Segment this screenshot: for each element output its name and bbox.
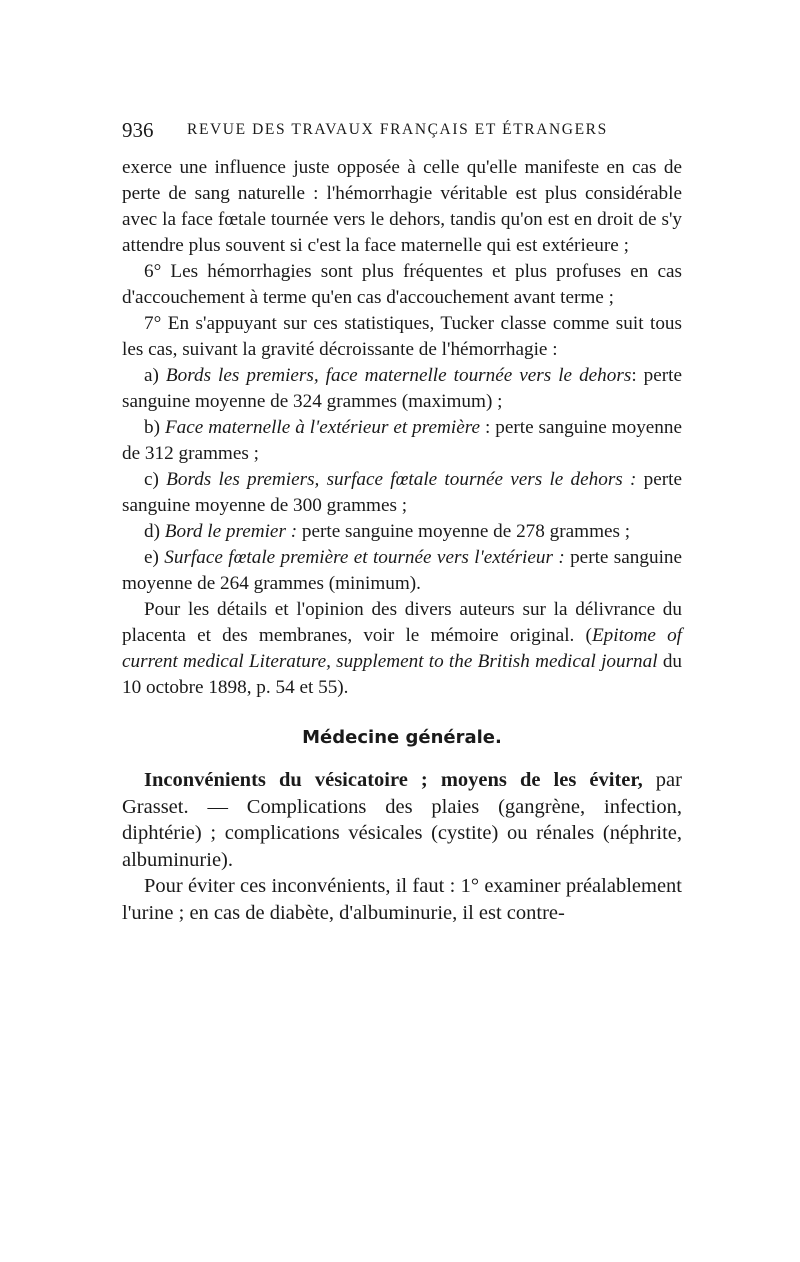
body-text: [122, 155, 682, 926]
paragraph-continuation: exerce une influence juste opposée à celle qu'elle manifeste en cas de perte de sang naturelle : l'hémorrhagie véritable est plus considérable avec la face fœtale tournée vers le dehors, tandis qu'on est en droit de s'y attendre plus souvent si c'est la face maternelle qui est extérieure ;: [122, 157, 682, 256]
list-marker: d): [144, 521, 160, 542]
details-text: Pour les détails et l'opinion des divers auteurs sur la délivrance du placenta et des membranes, voir le mémoire original. (: [122, 599, 682, 646]
page-header: [122, 118, 692, 148]
page-number: 936: [122, 118, 154, 142]
section-heading: Médecine générale.: [302, 727, 502, 748]
details-text-end: du 10 octobre 1898, p. 54 et 55).: [122, 651, 683, 698]
list-item-title: Bord le premier :: [164, 521, 298, 542]
list-marker: c): [144, 469, 159, 490]
list-item-text: perte sanguine moyenne de 278 grammes ;: [297, 521, 631, 542]
running-title: REVUE DES TRAVAUX FRANÇAIS ET ÉTRANGERS: [187, 121, 608, 138]
list-marker: b): [144, 417, 160, 438]
list-item-d: [122, 519, 682, 545]
citation: Epitome of current medical Literature, supplement to the British medical journal: [122, 625, 682, 672]
list-item-title: Surface fœtale première et tournée vers l'extérieur :: [164, 547, 565, 568]
list-item-text: perte sanguine moyenne de 264 grammes (minimum).: [122, 547, 683, 594]
paragraph-item-6: 6° Les hémorrhagies sont plus fréquentes et plus profuses en cas d'accouchement à terme qu'en cas d'accouchement avant terme ;: [122, 261, 682, 308]
list-item-text: : perte sanguine moyenne de 312 grammes ;: [122, 417, 683, 464]
article-title: Inconvénients du vésicatoire ; moyens de les éviter,: [144, 769, 643, 791]
article-author-text: par Grasset. — Complications des plaies (gangrène, infection, diphtérie) ; complications vésicales (cystite) ou rénales (néphrite, albuminurie).: [122, 769, 682, 871]
list-item-title: Face maternelle à l'extérieur et première: [164, 417, 481, 438]
list-item-text: perte sanguine moyenne de 300 grammes ;: [122, 469, 682, 516]
list-item-e: [122, 545, 682, 597]
list-marker: a): [144, 365, 159, 386]
article-continuation: Pour éviter ces inconvénients, il faut : 1° examiner préalablement l'urine ; en cas de diabète, d'albuminurie, il est contre-: [122, 875, 682, 924]
list-item-title: Bords les premiers, face maternelle tournée vers le dehors: [165, 365, 632, 386]
article-paragraph: [122, 767, 682, 873]
list-item-a: [122, 363, 682, 415]
list-marker: e): [144, 547, 159, 568]
list-item-text: : perte sanguine moyenne de 324 grammes (maximum) ;: [122, 365, 682, 412]
paragraph-details: [122, 597, 682, 701]
list-item-b: [122, 415, 682, 467]
list-item-c: [122, 467, 682, 519]
paragraph-item-7: 7° En s'appuyant sur ces statistiques, Tucker classe comme suit tous les cas, suivant la gravité décroissante de l'hémorrhagie :: [122, 313, 682, 360]
list-item-title: Bords les premiers, surface fœtale tournée vers le dehors :: [166, 469, 637, 490]
